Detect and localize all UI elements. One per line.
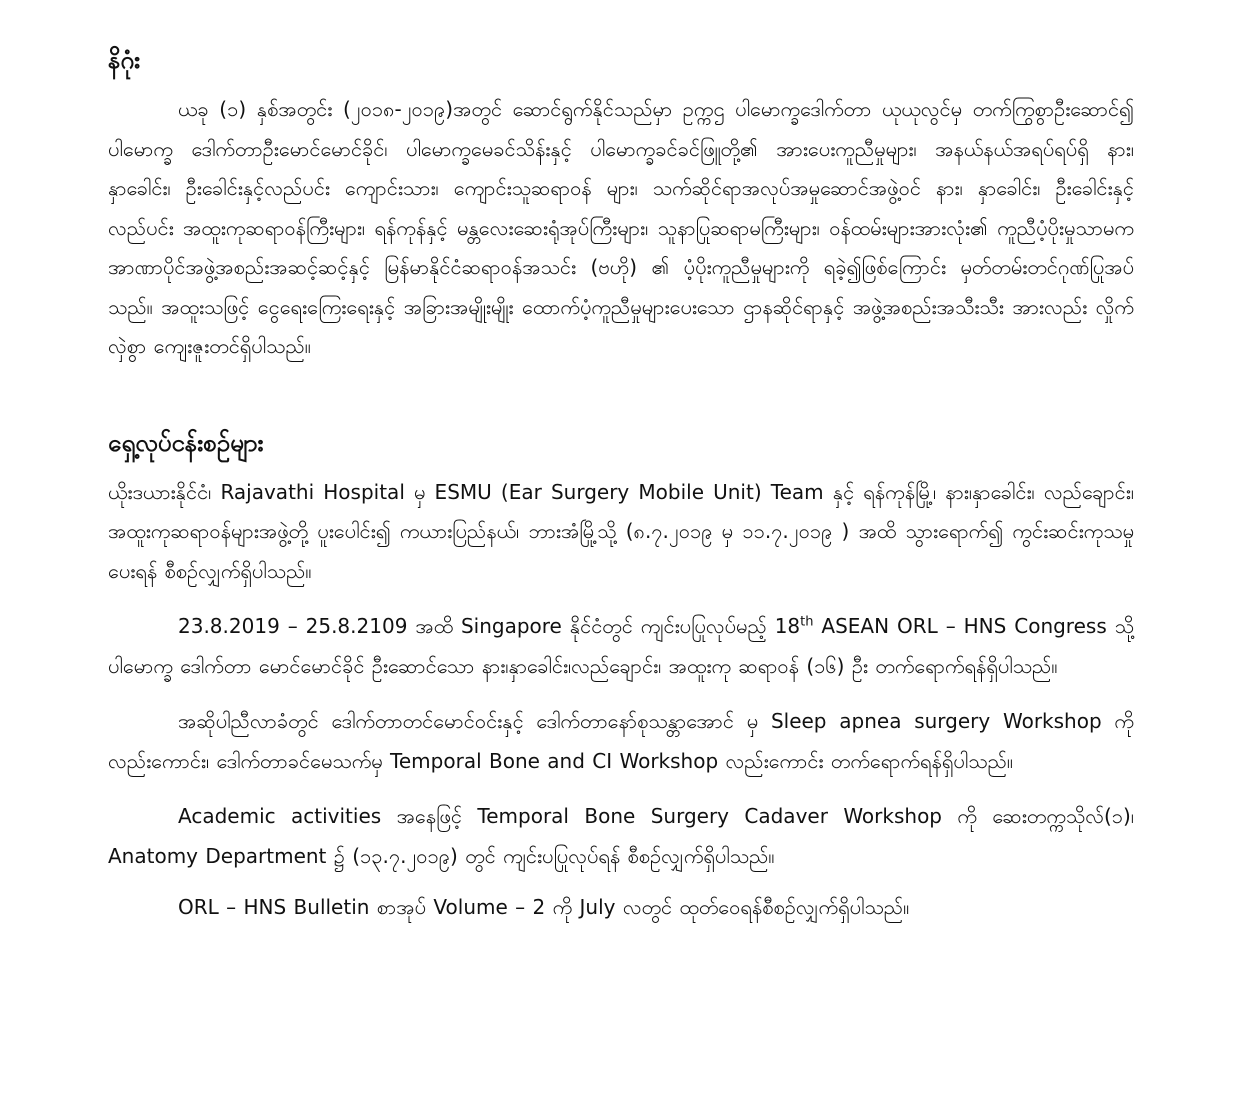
asean-congress-text-end: ASEAN ORL – HNS Congress သို့ ပါမောက္ခ ဒေါက်တာ မောင်မောင်ခိုင် ဦးဆောင်သော နား၊နှာခေါင်း၊လည်ချောင်း၊ အထူးကု ဆရာဝန် (၁၆) ဦး တက်ရောက်ရန်ရှိပါသည်။ bbox=[108, 614, 1134, 678]
esmu-plan-paragraph: ယိုးဒယားနိုင်ငံ၊ Rajavathi Hospital မှ ESMU (Ear Surgery Mobile Unit) Team နှင့် ရန်ကုန်မြို့၊ နား၊နှာခေါင်း၊ လည်ချောင်း၊ အထူးကုဆရာဝန်များအဖွဲ့တို့ ပူးပေါင်း၍ ကယားပြည်နယ်၊ ဘားအံမြို့သို့ (၈.၇.၂၀၁၉ မှ ၁၁.၇.၂၀၁၉ ) အထိ သွားရောက်၍ ကွင်းဆင်းကုသမှုပေးရန် စီစဉ်လျှက်ရှိပါသည်။ bbox=[108, 479, 1134, 583]
document-page bbox=[108, 30, 1134, 928]
asean-congress-paragraph bbox=[108, 607, 1134, 686]
future-plans-heading: ရှေ့လုပ်ငန်းစဉ်များ bbox=[108, 428, 264, 457]
workshop-paragraph: အဆိုပါညီလာခံတွင် ဒေါက်တာတင်မောင်ဝင်းနှင့် ဒေါက်တာနော်စုသန္တာအောင် မှ Sleep apnea surgery Workshop ကိုလည်းကောင်း၊ ဒေါက်တာခင်မေသက်မှ Temporal Bone and CI Workshop လည်းကောင်း တက်ရောက်ရန်ရှိပါသည်။ bbox=[108, 709, 1134, 773]
future-plans-section bbox=[108, 413, 1134, 928]
conclusion-section bbox=[108, 30, 1134, 367]
academic-activities-paragraph: Academic activities အနေဖြင့် Temporal Bone Surgery Cadaver Workshop ကို ဆေးတက္ကသိုလ်(၁)၊ Anatomy Department ၌ (၁၃.၇.၂၀၁၉) တွင် ကျင်းပပြုလုပ်ရန် စီစဉ်လျှက်ရှိပါသည်။ bbox=[108, 804, 1134, 868]
conclusion-paragraph: ယခု (၁) နှစ်အတွင်း (၂၀၁၈-၂၀၁၉)အတွင် ဆောင်ရွက်နိုင်သည်မှာ ဥက္ကဌ ပါမောက္ခဒေါက်တာ ယုယုလွင်မှ တက်ကြွစွာဦးဆောင်၍ ပါမောက္ခ ဒေါက်တာဦးမောင်မောင်ခိုင်၊ ပါမောက္ခမေခင်သိန်းနှင့် ပါမောက္ခခင်ခင်ဖြူတို့၏ အားပေးကူညီမှုများ၊ အနယ်နယ်အရပ်ရပ်ရှိ နား၊ နှာခေါင်း၊ ဦးခေါင်းနှင့်လည်ပင်း ကျောင်းသား၊ ကျောင်းသူဆရာဝန် များ၊ သက်ဆိုင်ရာအလုပ်အမှုဆောင်အဖွဲ့ဝင် နား၊ နှာခေါင်း၊ ဦးခေါင်းနှင့်လည်ပင်း အထူးကုဆရာဝန်ကြီးများ၊ ရန်ကုန်နှင့် မန္တလေးဆေးရုံအုပ်ကြီးများ၊ သူနာပြုဆရာမကြီးများ၊ ဝန်ထမ်းများအားလုံး၏ ကူညီပံ့ပိုးမှုသာမက အာဏာပိုင်အဖွဲ့အစည်းအဆင့်ဆင့်နှင့် မြန်မာနိုင်ငံဆရာဝန်အသင်း (ဗဟို) ၏ ပံ့ပိုးကူညီမှုများကို ရခဲ့၍ဖြစ်ကြောင်း မှတ်တမ်းတင်ဂုဏ်ပြုအပ်သည်။ အထူးသဖြင့် ငွေရေးကြေးရေးနှင့် အခြားအမျိုးမျိုး ထောက်ပံ့ကူညီမှုများပေးသော ဌာနဆိုင်ရာနှင့် အဖွဲ့အစည်းအသီးသီး အားလည်း လှိုက်လှဲစွာ ကျေးဇူးတင်ရှိပါသည်။ bbox=[108, 97, 1134, 358]
conclusion-heading: နိဂုံး bbox=[108, 46, 141, 74]
asean-congress-text-start: 23.8.2019 – 25.8.2109 အထိ Singapore နိုင်ငံတွင် ကျင်းပပြုလုပ်မည့် 18 bbox=[178, 614, 801, 638]
bulletin-paragraph: ORL – HNS Bulletin စာအုပ် Volume – 2 ကို July လတွင် ထုတ်ဝေရန်စီစဉ်လျှက်ရှိပါသည်။ bbox=[178, 895, 910, 919]
ordinal-suffix: th bbox=[800, 614, 814, 630]
